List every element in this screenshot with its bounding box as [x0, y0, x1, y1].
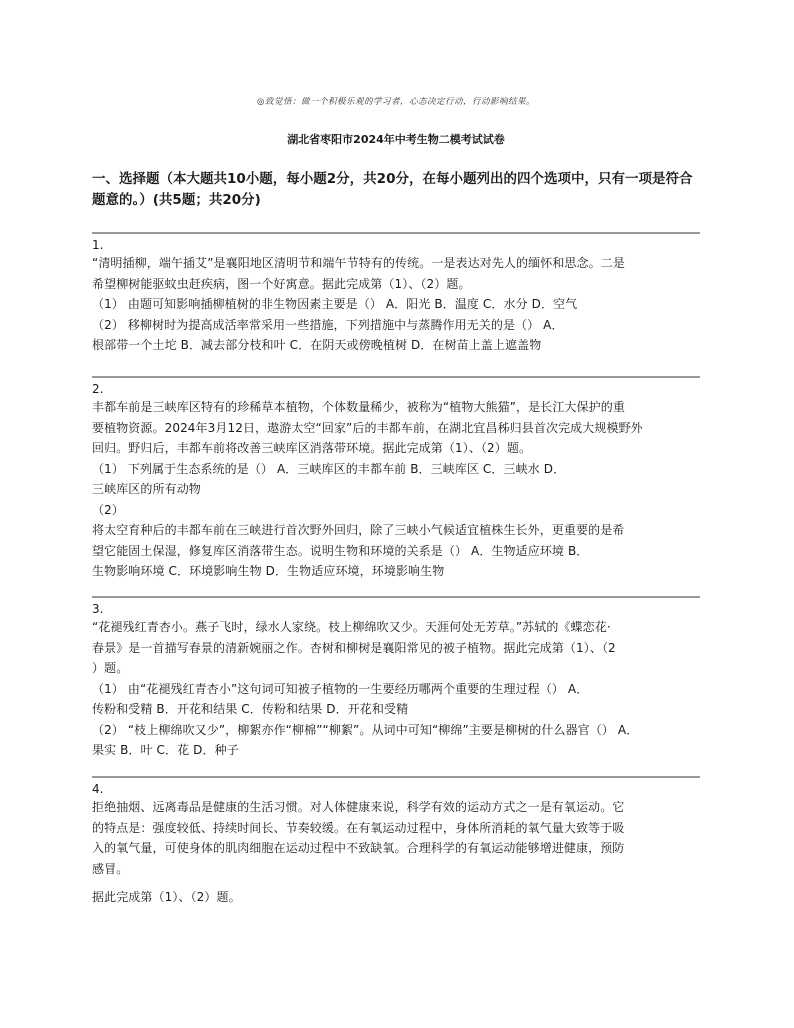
question-text-line: 生物影响环境 C．环境影响生物 D．生物适应环境，环境影响生物: [92, 564, 445, 578]
question-divider: [92, 232, 700, 234]
question-number: 4.: [92, 782, 104, 796]
question-text-line: 传粉和受精 B．开花和结果 C．传粉和结果 D．开花和受精: [92, 702, 409, 716]
section-heading-line-1: 一、选择题（本大题共10小题，每小题2分，共20分，在每小题列出的四个选项中，只有一项是符合: [92, 171, 693, 187]
question-text-line: （2） “枝上柳绵吹又少”，柳絮亦作“柳棉”“柳絮”。从词中可知“柳绵”主要是柳树的什么器官（） A．: [92, 722, 639, 737]
question-text-line: 据此完成第（1）、（2）题。: [92, 890, 241, 904]
question-text-line: 果实 B．叶 C．花 D．种子: [92, 743, 239, 757]
question-text-line: 根部带一个土坨 B．减去部分枝和叶 C．在阴天或傍晚植树 D．在树苗上盖上遮盖物: [92, 338, 542, 352]
question-3: [92, 596, 700, 761]
motto-header: ◎致觉悟：做一个积极乐观的学习者，心态决定行动，行动影响结果。: [257, 97, 535, 107]
question-number: 3.: [92, 602, 104, 616]
question-text-line: “花褪残红青杏小。燕子飞时，绿水人家绕。枝上柳绵吹又少。天涯何处无芳草。”苏轼的《蝶恋花·: [92, 620, 611, 634]
question-divider: [92, 376, 700, 378]
question-divider: [92, 776, 700, 778]
question-text-line: 希望柳树能驱蚊虫赶疾病，图一个好寓意。据此完成第（1）、（2）题。: [92, 276, 471, 291]
question-text-line: 拒绝抽烟、远离毒品是健康的生活习惯。对人体健康来说，科学有效的运动方式之一是有氧运动。它: [92, 800, 625, 814]
question-text-line: 要植物资源。2024年3月12日，遨游太空“回家”后的丰都车前，在湖北宜昌秭归县首次完成大规模野外: [92, 420, 643, 435]
question-text-line: （1） 由“花褪残红青杏小”这句词可知被子植物的一生要经历哪两个重要的生理过程（） A．: [92, 681, 589, 696]
question-text-line: 丰都车前是三峡库区特有的珍稀草本植物，个体数量稀少，被称为“植物大熊猫”，是长江大保护的重: [92, 400, 625, 414]
question-1: [92, 232, 700, 356]
question-number: 2.: [92, 382, 104, 396]
question-text-line: 三峡库区的所有动物: [92, 482, 201, 496]
page-title: 湖北省枣阳市2024年中考生物二模考试试卷: [287, 133, 505, 146]
question-text-line: 入的氧气量，可使身体的肌肉细胞在运动过程中不致缺氧。合理科学的有氧运动能够增进健康，预防: [92, 841, 625, 855]
section-heading-line-2: 题意的。）(共5题；共20分): [92, 192, 261, 208]
question-text-line: （2）: [92, 502, 124, 517]
question-text-line: 的特点是：强度较低、持续时间长、节奏较缓。在有氧运动过程中，身体所消耗的氧气量大致等于吸: [92, 820, 625, 835]
question-text-line: 将太空育种后的丰都车前在三峡进行首次野外回归，除了三峡小气候适宜植株生长外，更重要的是希: [92, 523, 625, 537]
question-2: [92, 376, 700, 582]
section-heading: [92, 169, 700, 211]
question-divider: [92, 596, 700, 598]
question-number: 1.: [92, 238, 104, 252]
question-text-line: 春景》是一首描写春景的清新婉丽之作。杏树和柳树是襄阳常见的被子植物。据此完成第（1）、（2: [92, 640, 616, 655]
question-text-line: 感冒。: [92, 861, 129, 876]
question-text-line: （1） 下列属于生态系统的是（） A．三峡库区的丰都车前 B．三峡库区 C．三峡水 D．: [92, 461, 566, 476]
question-text-line: 望它能固土保湿，修复库区消落带生态。说明生物和环境的关系是（） A．生物适应环境 B．: [92, 543, 589, 558]
question-text-line: （1） 由题可知影响插柳植树的非生物因素主要是（） A．阳光 B．温度 C．水分 D．空气: [92, 297, 578, 311]
question-text-line: 回归。野归后，丰都车前将改善三峡库区消落带环境。据此完成第（1）、（2）题。: [92, 441, 532, 455]
question-text-line: （2） 移柳树时为提高成活率常采用一些措施，下列措施中与蒸腾作用无关的是（） A．: [92, 317, 564, 332]
question-4: [92, 776, 700, 908]
question-text-line: ）题。: [92, 661, 129, 675]
question-text-line: “清明插柳，端午插艾”是襄阳地区清明节和端午节特有的传统。一是表达对先人的缅怀和思念。二是: [92, 256, 625, 270]
